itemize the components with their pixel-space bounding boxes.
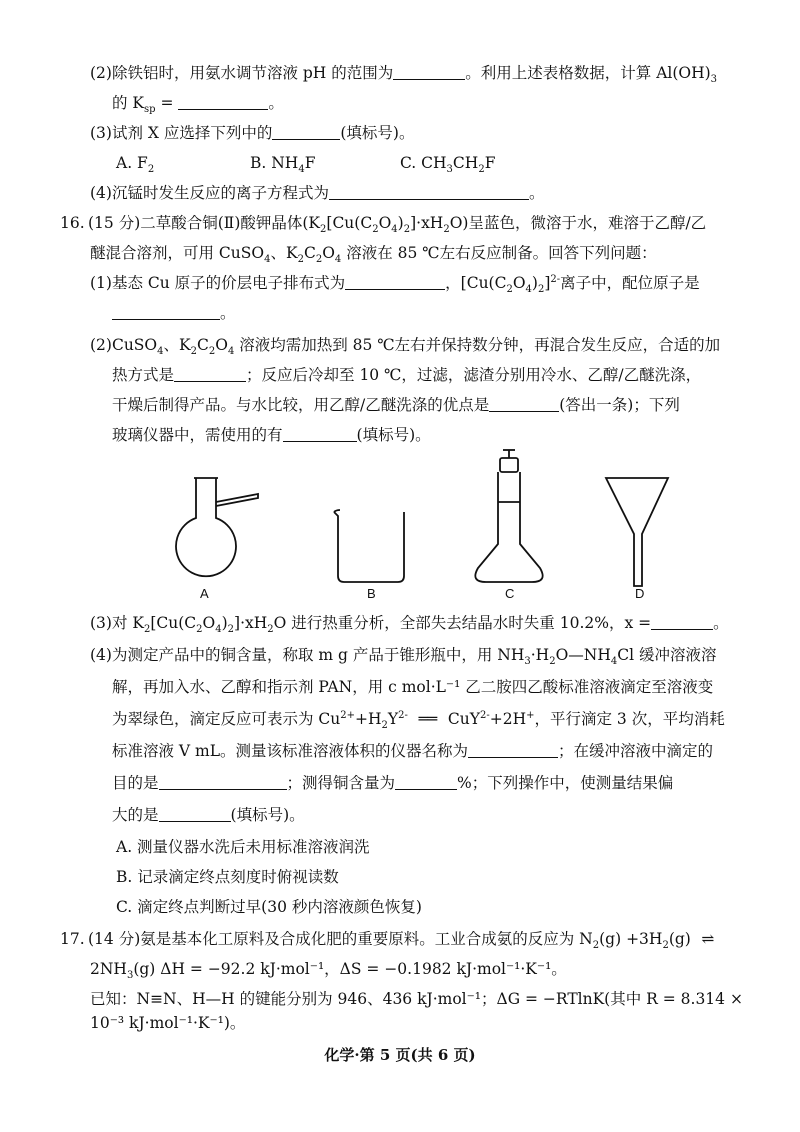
q16-part4-line6: 大的是 (填标号)。 (112, 806, 305, 824)
glassware-figure (0, 440, 800, 610)
funnel-icon (606, 478, 668, 586)
answer-blank[interactable] (393, 62, 465, 80)
q16-part4-line3: 为翠绿色，滴定反应可表示为 $Cu^{2+}+H_2Y^{2-}$ ══ CuY$^{2-}$+2H+，平行滴定 3 次，平均消耗 (112, 709, 725, 732)
label-c: C (505, 586, 515, 601)
q16-part3: (3)对 $K_2[Cu(C_2O_4)_2]\cdot xH_2O$ 进行热重分析，全部失去结晶水时失重 10.2%，x = 。 (90, 614, 729, 636)
q16-option-b: B. 记录滴定终点刻度时俯视读数 (116, 868, 339, 886)
page-footer: 化学·第 5 页(共 6 页) (324, 1046, 476, 1064)
answer-blank[interactable] (272, 122, 340, 140)
q15-option-c: C. $CH_3CH_2F$ (400, 154, 496, 176)
label-d: D (635, 586, 645, 601)
label-b: B (367, 586, 376, 601)
q15-option-a: A. $F_2$ (116, 154, 155, 176)
q16-part1-line1: (1)基态 Cu 原子的价层电子排布式为 ，$[Cu(C_2O_4)_2]^{2-}$离子中，配位原子是 (90, 273, 700, 296)
q17-header: 17. (14 分)氨是基本化工原料及合成化肥的重要原料。工业合成氨的反应为 $N_2(g) +3H_2(g)$ ⇌ (60, 930, 715, 952)
q16-part2-line1: (2)CuSO$_4$、$K_2C_2O_4$ 溶液均需加热到 85 ℃左右并保持数分钟，再混合发生反应，合适的加 (90, 336, 721, 358)
q15-part2-line1: (2)除铁铝时，用氨水调节溶液 pH 的范围为 。利用上述表格数据，计算 $Al(OH)_3$ (90, 64, 718, 86)
answer-blank[interactable] (651, 612, 713, 630)
q16-part1-line2: 。 (112, 302, 236, 324)
answer-blank[interactable] (468, 740, 558, 758)
answer-blank[interactable] (345, 272, 445, 290)
q16-part2-line4: 玻璃仪器中，需使用的有 (填标号)。 (112, 426, 431, 444)
q16-part2-line2: 热方式是 ；反应后冷却至 10 ℃，过滤，滤渣分别用冷水、乙醇/乙醚洗涤， (112, 366, 702, 384)
q15-options (116, 152, 154, 174)
q16-option-a: A. 测量仪器水洗后未用标准溶液润洗 (116, 838, 370, 856)
q16-header: 16. (15 分)二草酸合铜(Ⅱ)酸钾晶体$(K_2[Cu(C_2O_4)_2]\cdot xH_2O)$呈蓝色，微溶于水，难溶于乙醇/乙 (60, 214, 707, 236)
q17-line3: 已知：N≡N、H—H 的键能分别为 946、436 kJ·mol⁻¹；ΔG = −RTlnK(其中 R = 8.314 × (90, 990, 743, 1008)
q17-line4: 10⁻³ kJ·mol⁻¹·K⁻¹)。 (90, 1014, 246, 1032)
q16-part2-line3: 干燥后制得产品。与水比较，用乙醇/乙醚洗涤的优点是 (答出一条)；下列 (112, 396, 680, 414)
q16-part4-line5: 目的是 ；测得铜含量为 %；下列操作中，使测量结果偏 (112, 774, 674, 792)
answer-blank[interactable] (178, 92, 268, 110)
answer-blank[interactable] (395, 772, 457, 790)
distilling-flask-icon (176, 478, 258, 576)
q15-part4: (4)沉锰时发生反应的离子方程式为 。 (90, 184, 545, 202)
q16-part4-line4: 标准溶液 V mL。测量该标准溶液体积的仪器名称为 ；在缓冲溶液中滴定的 (112, 742, 714, 760)
volumetric-flask-icon (475, 450, 542, 582)
answer-blank[interactable] (159, 804, 231, 822)
q16-intro-line2: 醚混合溶剂，可用 CuSO$_4$、$K_2C_2O_4$ 溶液在 85 ℃左右反应制备。回答下列问题： (90, 244, 657, 266)
answer-blank[interactable] (329, 182, 529, 200)
answer-blank[interactable] (112, 302, 220, 320)
q17-line2: $2NH_3(g) \Delta H = -92.2$ kJ·mol⁻¹，ΔS = −0.1982 kJ·mol⁻¹·K⁻¹。 (90, 960, 567, 982)
beaker-icon (334, 510, 404, 582)
answer-blank[interactable] (159, 772, 287, 790)
q15-part3: (3)试剂 X 应选择下列中的 (填标号)。 (90, 124, 415, 142)
q16-option-c: C. 滴定终点判断过早(30 秒内溶液颜色恢复) (116, 898, 422, 916)
q15-part2-line2: 的 $K_{sp}$ = 。 (112, 94, 284, 116)
q16-part4-line2: 解，再加入水、乙醇和指示剂 PAN，用 c mol·L⁻¹ 乙二胺四乙酸标准溶液滴定至溶液变 (112, 678, 714, 696)
answer-blank[interactable] (174, 364, 246, 382)
q16-part4-line1: (4)为测定产品中的铜含量，称取 m g 产品于锥形瓶中，用 $NH_3\cdot H_2O—NH_4Cl$ 缓冲溶液溶 (90, 646, 717, 668)
q15-option-b: B. $NH_4F$ (250, 154, 316, 176)
answer-blank[interactable] (489, 394, 559, 412)
label-a: A (200, 586, 209, 601)
